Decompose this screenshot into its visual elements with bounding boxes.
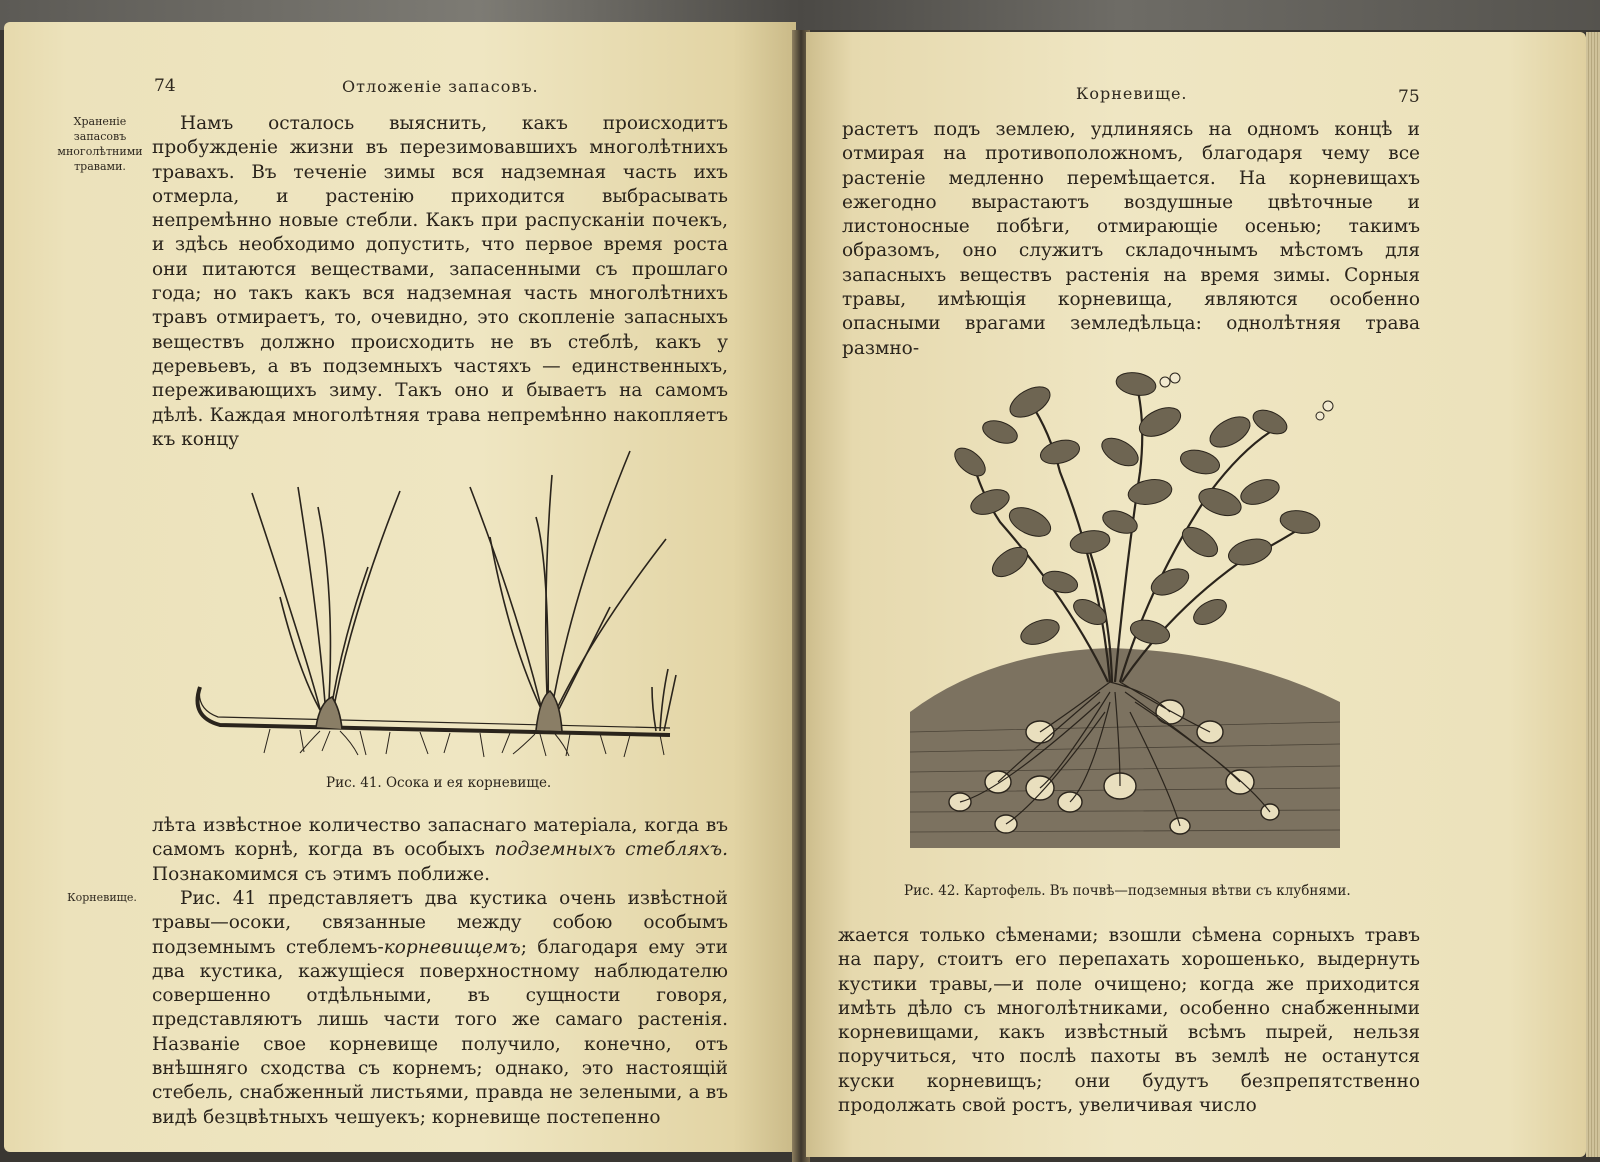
page-edges — [1586, 32, 1600, 1157]
paragraph-1-text: Намъ осталось выяснить, какъ происходитъ пробужденіе жизни въ перезимовавшихъ многолѣтнихъ травахъ. Въ теченіе зимы вся надземная часть ихъ отмерла, и растенію приходится выбрасывать непремѣнно новые стебли. Какъ при распусканіи почекъ, и здѣсь необходимо допустить, что первое время роста они питаются веществами, запасенными съ прошлаго года; но такъ какъ вся надземная часть многолѣтнихъ травъ отмираетъ, то, очевидно, это скопленіе запасныхъ веществъ должно происходить не въ стеблѣ, какъ у деревьевъ, а въ подземныхъ частяхъ — единственныхъ, переживающихъ зиму. Такъ оно и бываетъ на самомъ дѣлѣ. Каждая многолѣтняя трава непремѣнно накопляетъ къ концу — [152, 113, 728, 450]
paragraph-2 — [838, 924, 1420, 1118]
right-page — [806, 32, 1586, 1157]
paragraph-2-emphasis: подземныхъ стебляхъ. — [494, 839, 728, 861]
paragraph-1-text: растетъ подъ землею, удлиняясь на одномъ концѣ и отмирая на противоположномъ, благодаря чему все растеніе медленно перемѣщается. На корневищахъ ежегодно вырастаютъ воздушные цвѣточные и листоносные побѣги, отмирающіе осенью; такимъ образомъ, оно служитъ складочнымъ мѣстомъ для запасныхъ веществъ растенія на время зимы. Сорныя травы, имѣющія корневища, являются особенно опасными врагами земледѣльца: однолѣтняя трава размно- — [842, 119, 1420, 359]
running-head: Корневище. — [1076, 84, 1188, 103]
figure-42-potato-illustration — [910, 352, 1342, 848]
paragraph-1 — [152, 112, 728, 452]
left-page — [4, 22, 796, 1152]
margin-note-storage: Храненіе запасовъ многолѣтними травами. — [57, 115, 143, 173]
paragraph-2-text: жается только сѣменами; взошли сѣмена сорныхъ травъ на пару, стоитъ его перепахать хорошенько, выдернуть кустики травы,—и поле очищено; когда же приходится имѣть дѣло съ многолѣтниками, особенно снабженными корневищами, какъ извѣстный всѣмъ пырей, нельзя поручиться, что послѣ пахоты въ землѣ не останутся куски корневищъ; они будутъ безпрепятственно продолжать свой ростъ, увеличивая число — [838, 925, 1420, 1117]
paragraph-3-part-a: Рис. 41 представляетъ два кустика очень извѣстной травы—осоки, связанные между собою особымъ подземнымъ стеблемъ- — [152, 888, 728, 958]
figure-42-caption: Рис. 42. Картофель. Въ почвѣ—подземныя вѣтви съ клубнями. — [904, 883, 1351, 899]
figure-41-caption: Рис. 41. Осока и ея корневище. — [326, 775, 552, 791]
paragraph-3-part-b: ; благодаря ему эти два кустика, кажущіеся поверхностному наблюдателю совершенно отдѣльными, въ сущности говоря, представляютъ лишь части того же самаго растенія. Названіе свое корневище получило, конечно, отъ внѣшняго сходства съ корнемъ; однако, это настоящій стебель, снабженный листьями, правда не зелеными, а въ видѣ безцвѣтныхъ чешуекъ; корневище постепенно — [152, 936, 728, 1128]
paragraph-3 — [152, 887, 728, 1130]
paragraph-2-part-a: лѣта извѣстное количество запаснаго матеріала, когда въ самомъ корнѣ, когда въ особыхъ — [152, 815, 728, 861]
paragraph-2-text — [152, 814, 728, 887]
paragraph-3-emphasis: корневищемъ — [383, 936, 521, 958]
paragraph-2 — [152, 814, 728, 887]
paragraph-1 — [842, 118, 1420, 361]
page-number: 75 — [1398, 87, 1420, 107]
figure-41-sedge-illustration — [190, 447, 694, 759]
margin-note-rhizome: Корневище. — [67, 891, 137, 904]
paragraph-3-text — [152, 887, 728, 1130]
page-number: 74 — [154, 76, 176, 96]
running-head: Отложеніе запасовъ. — [342, 77, 539, 96]
paragraph-2-part-b: Познакомимся съ этимъ поближе. — [152, 863, 490, 885]
